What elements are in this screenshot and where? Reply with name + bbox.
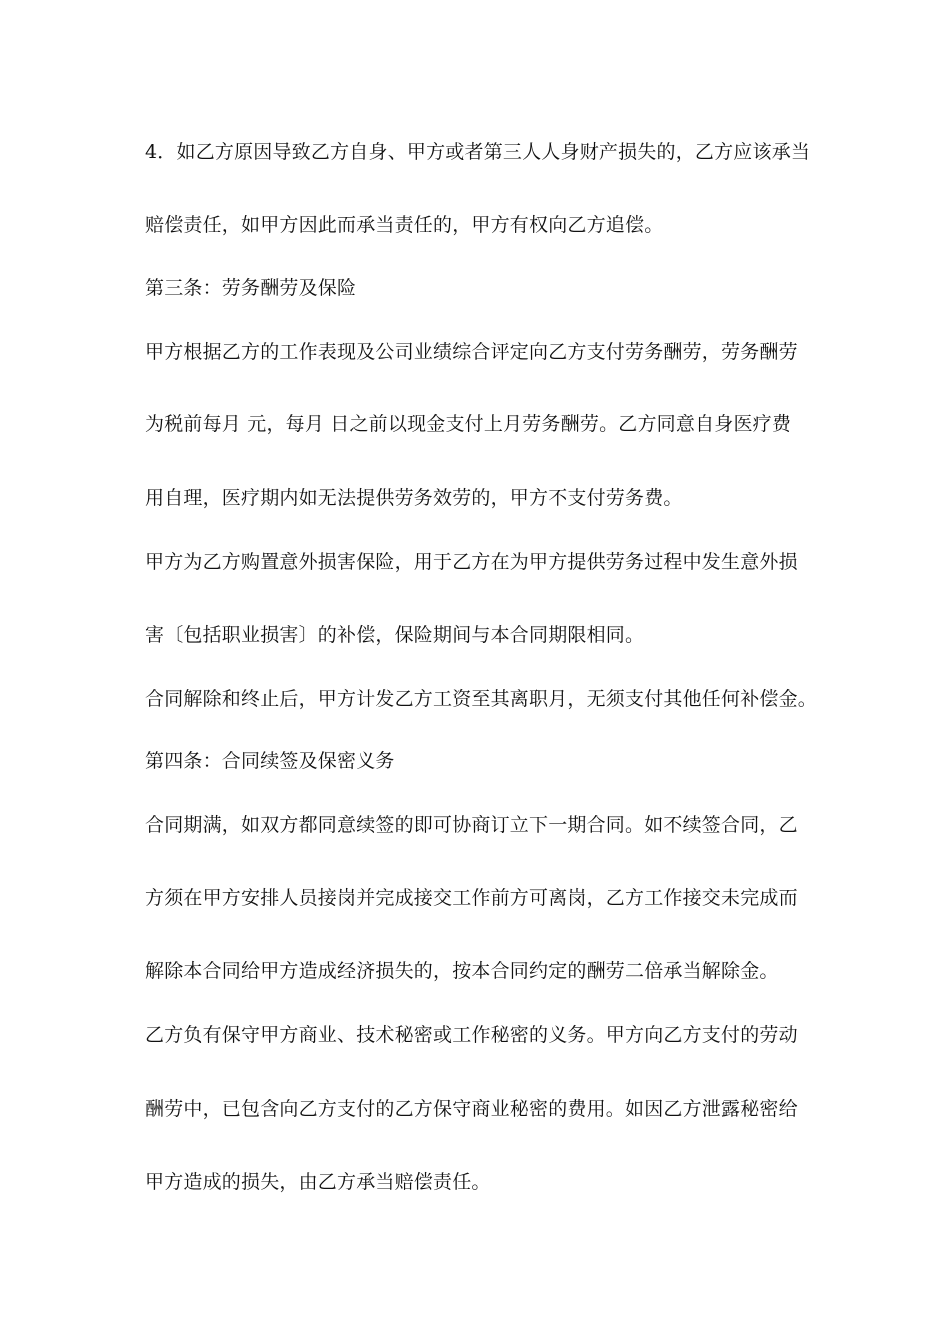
clause-number: 4． bbox=[145, 141, 177, 163]
clause-4-line-1 bbox=[145, 140, 810, 164]
article-4-heading: 第四条：合同续签及保密义务 bbox=[145, 750, 395, 772]
article-4-para-2-line-1: 乙方负有保守甲方商业、技术秘密或工作秘密的义务。甲方向乙方支付的劳动 bbox=[145, 1024, 798, 1046]
article-3-para-1-line-2: 为税前每月 元，每月 日之前以现金支付上月劳务酬劳。乙方同意自身医疗费 bbox=[145, 413, 792, 435]
article-3-para-1-line-3: 用自理，医疗期内如无法提供劳务效劳的，甲方不支付劳务费。 bbox=[145, 487, 683, 509]
article-3-para-1-line-1: 甲方根据乙方的工作表现及公司业绩综合评定向乙方支付劳务酬劳，劳务酬劳 bbox=[145, 341, 798, 363]
article-3-para-2-line-1: 甲方为乙方购置意外损害保险，用于乙方在为甲方提供劳务过程中发生意外损 bbox=[145, 551, 798, 573]
article-3-para-2-line-2: 害〔包括职业损害〕的补偿，保险期间与本合同期限相同。 bbox=[145, 624, 645, 646]
article-3-heading: 第三条：劳务酬劳及保险 bbox=[145, 277, 357, 299]
line-text: 如乙方原因导致乙方自身、甲方或者第三人人身财产损失的，乙方应该承当 bbox=[176, 141, 811, 163]
clause-4-line-2: 赔偿责任，如甲方因此而承当责任的，甲方有权向乙方追偿。 bbox=[145, 214, 664, 236]
article-4-para-1-line-1: 合同期满，如双方都同意续签的即可协商订立下一期合同。如不续签合同，乙 bbox=[145, 814, 798, 836]
article-4-para-1-line-2: 方须在甲方安排人员接岗并完成接交工作前方可离岗，乙方工作接交未完成而 bbox=[145, 887, 798, 909]
article-4-para-1-line-3: 解除本合同给甲方造成经济损失的，按本合同约定的酬劳二倍承当解除金。 bbox=[145, 960, 779, 982]
article-3-para-3: 合同解除和终止后，甲方计发乙方工资至其离职月，无须支付其他任何补偿金。 bbox=[145, 688, 818, 710]
article-4-para-2-line-3: 甲方造成的损失，由乙方承当赔偿责任。 bbox=[145, 1171, 491, 1193]
article-4-para-2-line-2: 酬劳中，已包含向乙方支付的乙方保守商业秘密的费用。如因乙方泄露秘密给 bbox=[145, 1098, 798, 1120]
